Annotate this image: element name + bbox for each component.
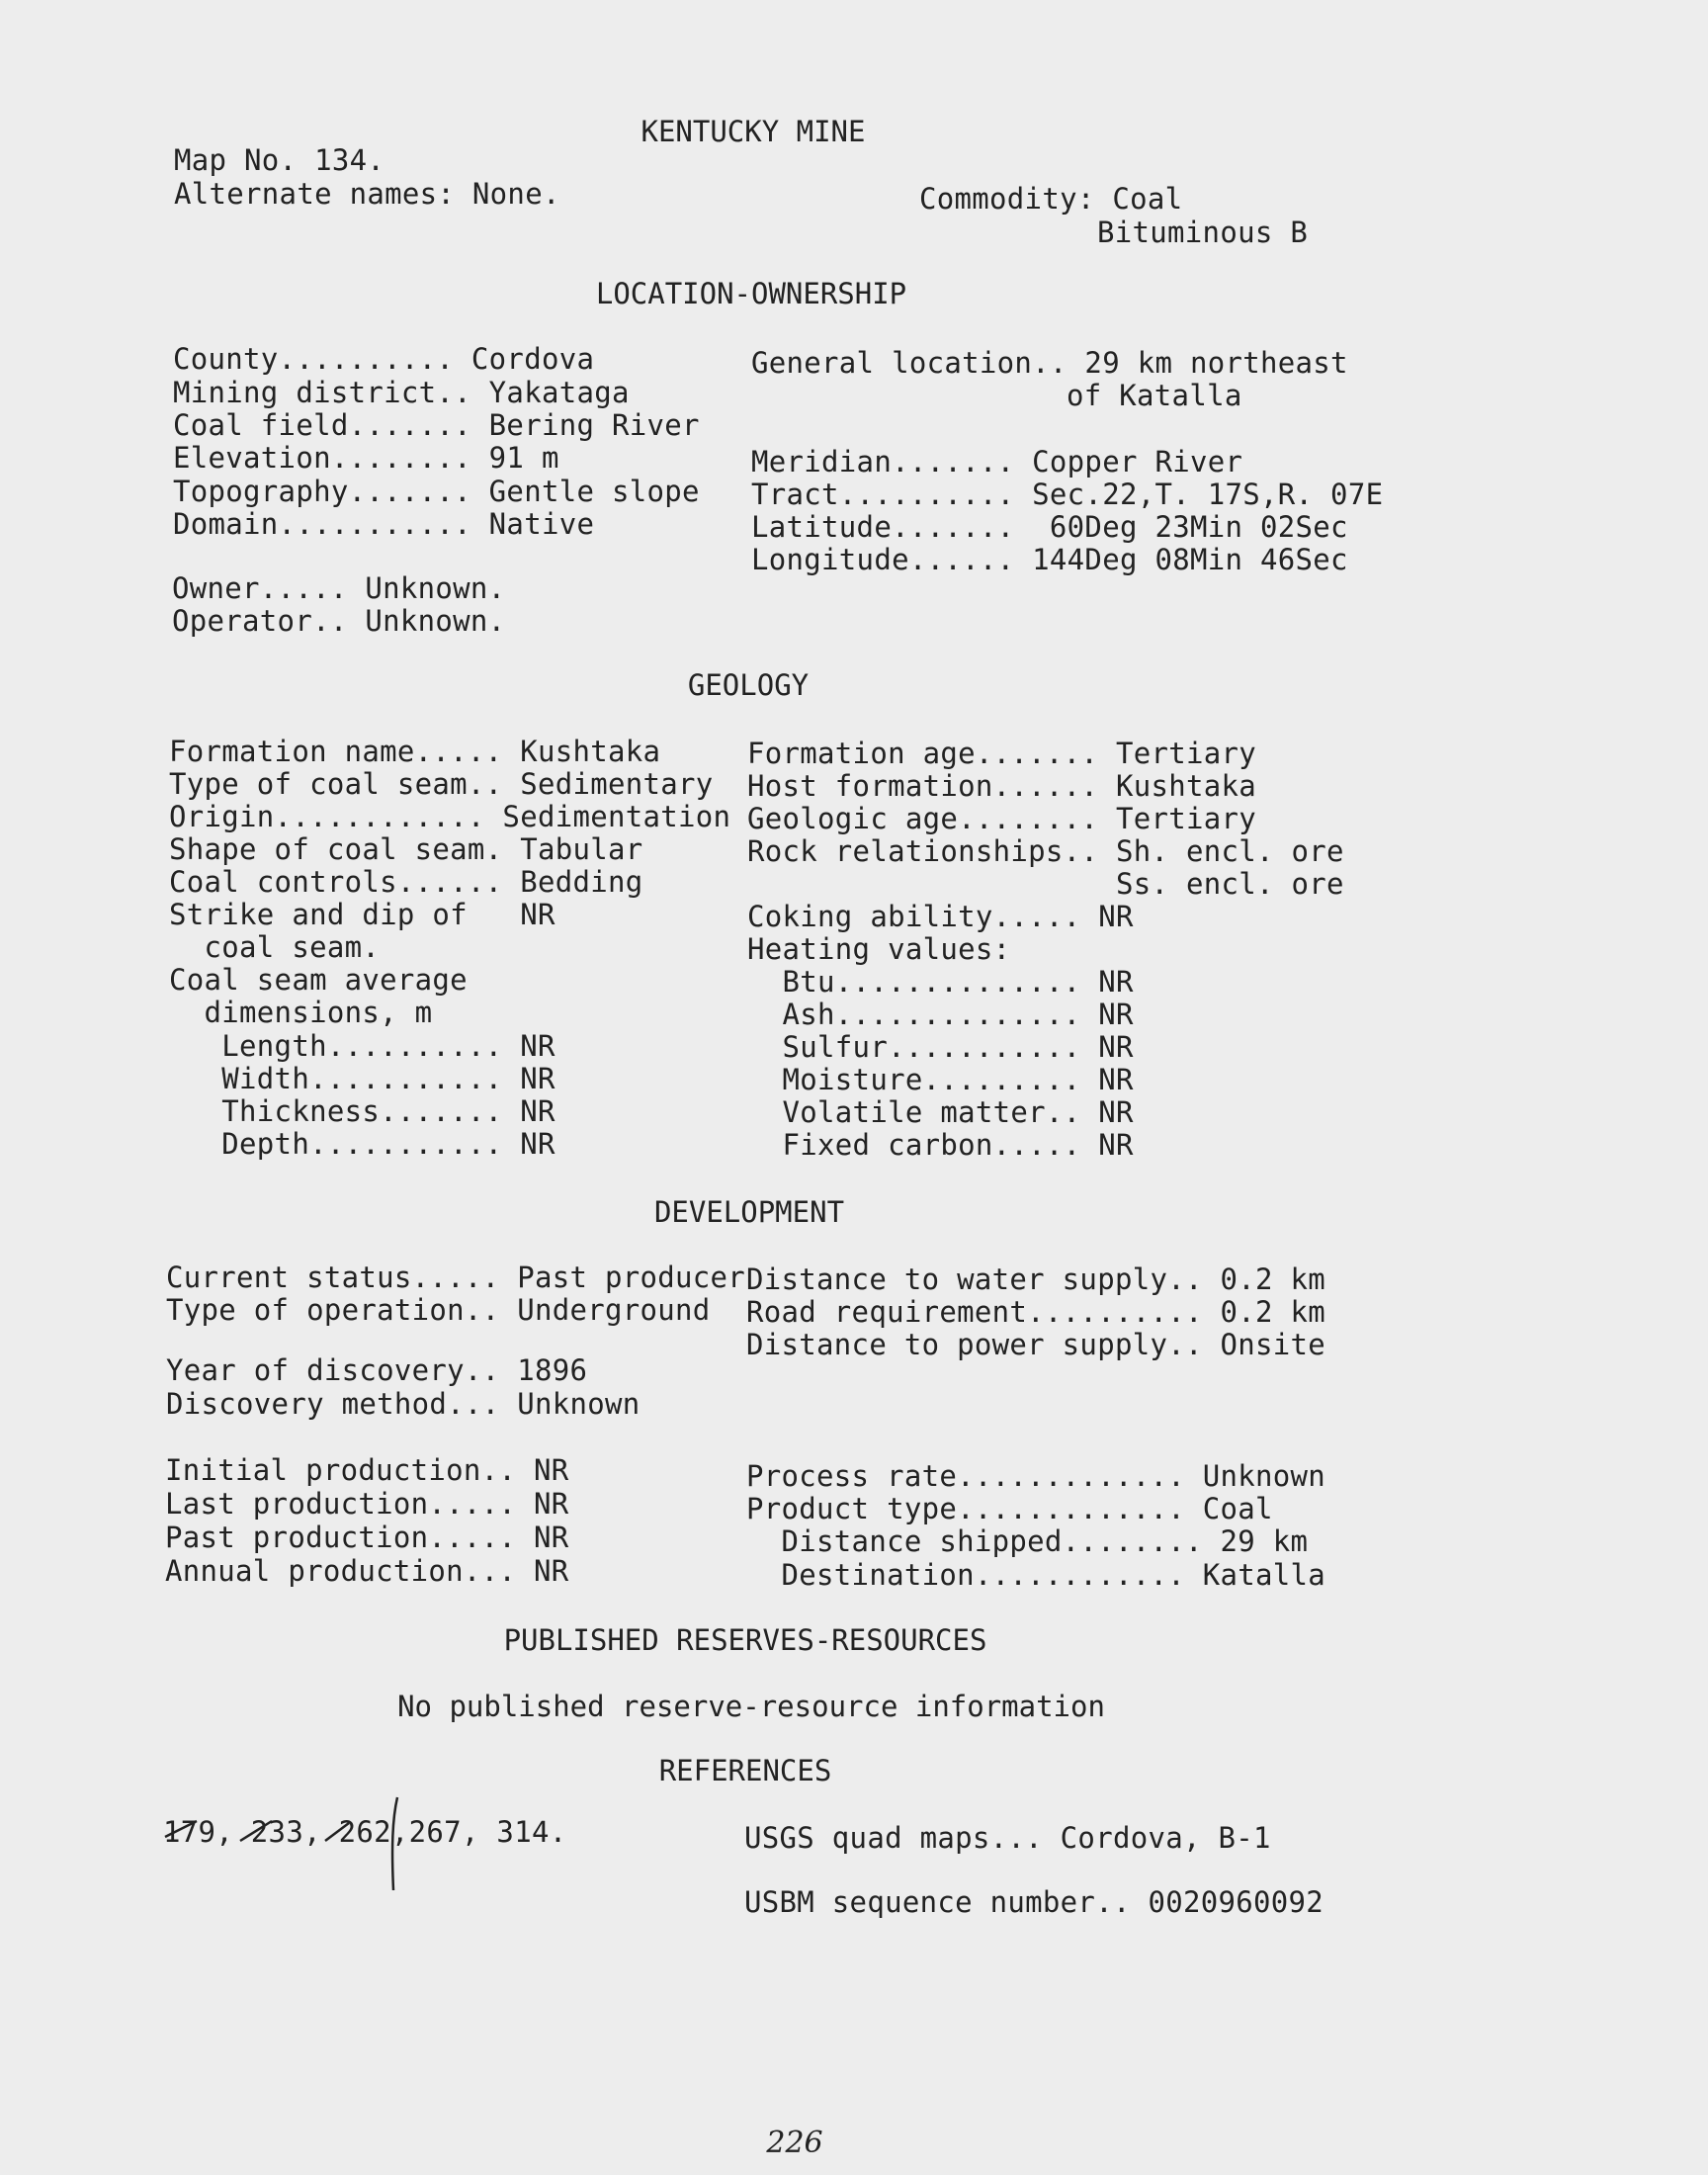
dev-right-row: Product type............. Coal: [746, 1492, 1273, 1525]
geo-right-row: Ash.............. NR: [747, 998, 1134, 1031]
geo-left-row: Depth........... NR: [169, 1127, 555, 1161]
geo-left-row: Strike and dip of NR: [169, 898, 555, 931]
field-operator: Operator.. Unknown.: [172, 604, 506, 638]
section-reserves: PUBLISHED RESERVES-RESOURCES: [503, 1623, 987, 1657]
geo-right-row: Rock relationships.. Sh. encl. ore: [747, 834, 1344, 868]
geo-left-row: Length.......... NR: [169, 1029, 555, 1063]
usbm-sequence-number: USBM sequence number.. 0020960092: [744, 1885, 1324, 1919]
dev-left-row: Initial production.. NR: [165, 1453, 569, 1487]
handwritten-divider-mark: [385, 1795, 405, 1892]
geo-right-row: Formation age....... Tertiary: [747, 737, 1257, 770]
section-location-ownership: LOCATION-OWNERSHIP: [595, 277, 907, 310]
field-general-location: General location.. 29 km northeast: [751, 346, 1348, 380]
commodity: Commodity: Coal: [919, 182, 1183, 216]
usgs-quad-maps: USGS quad maps... Cordova, B-1: [744, 1821, 1271, 1855]
page-title: KENTUCKY MINE: [640, 115, 866, 148]
field-topography: Topography....... Gentle slope: [173, 475, 700, 508]
geo-left-row: coal seam.: [169, 930, 381, 964]
field-owner: Owner..... Unknown.: [172, 571, 506, 605]
dev-left-row: Discovery method... Unknown: [166, 1387, 640, 1421]
dev-right-row: Distance to power supply.. Onsite: [746, 1328, 1326, 1361]
field-tract: Tract.......... Sec.22,T. 17S,R. 07E: [751, 478, 1384, 511]
references-list: 179, 233, 262,267, 314.: [163, 1815, 567, 1849]
dev-left-row: Last production..... NR: [165, 1487, 569, 1521]
field-mining-district: Mining district.. Yakataga: [173, 376, 630, 409]
geo-right-row: Fixed carbon..... NR: [747, 1128, 1134, 1162]
geo-right-row: Sulfur........... NR: [747, 1030, 1134, 1064]
geo-right-row: Host formation...... Kushtaka: [747, 769, 1257, 803]
field-meridian: Meridian....... Copper River: [751, 445, 1243, 478]
geo-right-row: Moisture......... NR: [747, 1063, 1134, 1096]
geo-right-row: Ss. encl. ore: [747, 867, 1344, 901]
alternate-names: Alternate names: None.: [174, 177, 560, 211]
field-longitude: Longitude...... 144Deg 08Min 46Sec: [751, 543, 1348, 576]
geo-left-row: Width........... NR: [169, 1062, 555, 1095]
field-general-location-cont: of Katalla: [1067, 379, 1242, 412]
field-coal-field: Coal field....... Bering River: [173, 408, 700, 442]
reserves-text: No published reserve-resource information: [397, 1690, 1105, 1723]
dev-right-row: Road requirement.......... 0.2 km: [746, 1295, 1326, 1329]
geo-right-row: Btu.............. NR: [747, 965, 1134, 999]
field-elevation: Elevation........ 91 m: [173, 441, 559, 475]
geo-left-row: Formation name..... Kushtaka: [169, 735, 661, 768]
dev-left-row: Current status..... Past producer: [166, 1261, 746, 1294]
dev-right-row: Distance to water supply.. 0.2 km: [746, 1262, 1326, 1296]
geo-right-row: Geologic age........ Tertiary: [747, 802, 1257, 835]
section-development: DEVELOPMENT: [653, 1195, 845, 1229]
field-county: County.......... Cordova: [173, 342, 595, 376]
geo-left-row: Type of coal seam.. Sedimentary: [169, 767, 714, 801]
geo-right-row: Heating values:: [747, 932, 1011, 966]
dev-left-row: Type of operation.. Underground: [166, 1293, 711, 1327]
geo-left-row: Coal controls...... Bedding: [169, 865, 643, 899]
map-number: Map No. 134.: [174, 143, 385, 177]
dev-left-row: Annual production... NR: [165, 1554, 569, 1588]
geo-right-row: Coking ability..... NR: [747, 900, 1134, 933]
handwritten-strike-marks: [163, 1815, 361, 1874]
geo-left-row: Shape of coal seam. Tabular: [169, 832, 643, 866]
geo-left-row: Origin............ Sedimentation: [169, 800, 731, 833]
dev-left-row: Past production..... NR: [165, 1521, 569, 1554]
field-domain: Domain........... Native: [173, 507, 595, 541]
geo-left-row: Thickness....... NR: [169, 1094, 555, 1128]
dev-right-row: Destination............ Katalla: [746, 1558, 1326, 1592]
field-latitude: Latitude....... 60Deg 23Min 02Sec: [751, 510, 1348, 544]
geo-left-row: Coal seam average: [169, 963, 468, 997]
geo-right-row: Volatile matter.. NR: [747, 1095, 1134, 1129]
dev-right-row: Process rate............. Unknown: [746, 1459, 1326, 1493]
geo-left-row: dimensions, m: [169, 996, 433, 1029]
dev-right-row: Distance shipped........ 29 km: [746, 1524, 1309, 1558]
dev-left-row: Year of discovery.. 1896: [166, 1353, 588, 1387]
section-geology: GEOLOGY: [687, 668, 810, 702]
commodity-rank: Bituminous B: [1097, 216, 1309, 249]
section-references: REFERENCES: [658, 1754, 832, 1787]
page-number: 226: [766, 2126, 823, 2160]
